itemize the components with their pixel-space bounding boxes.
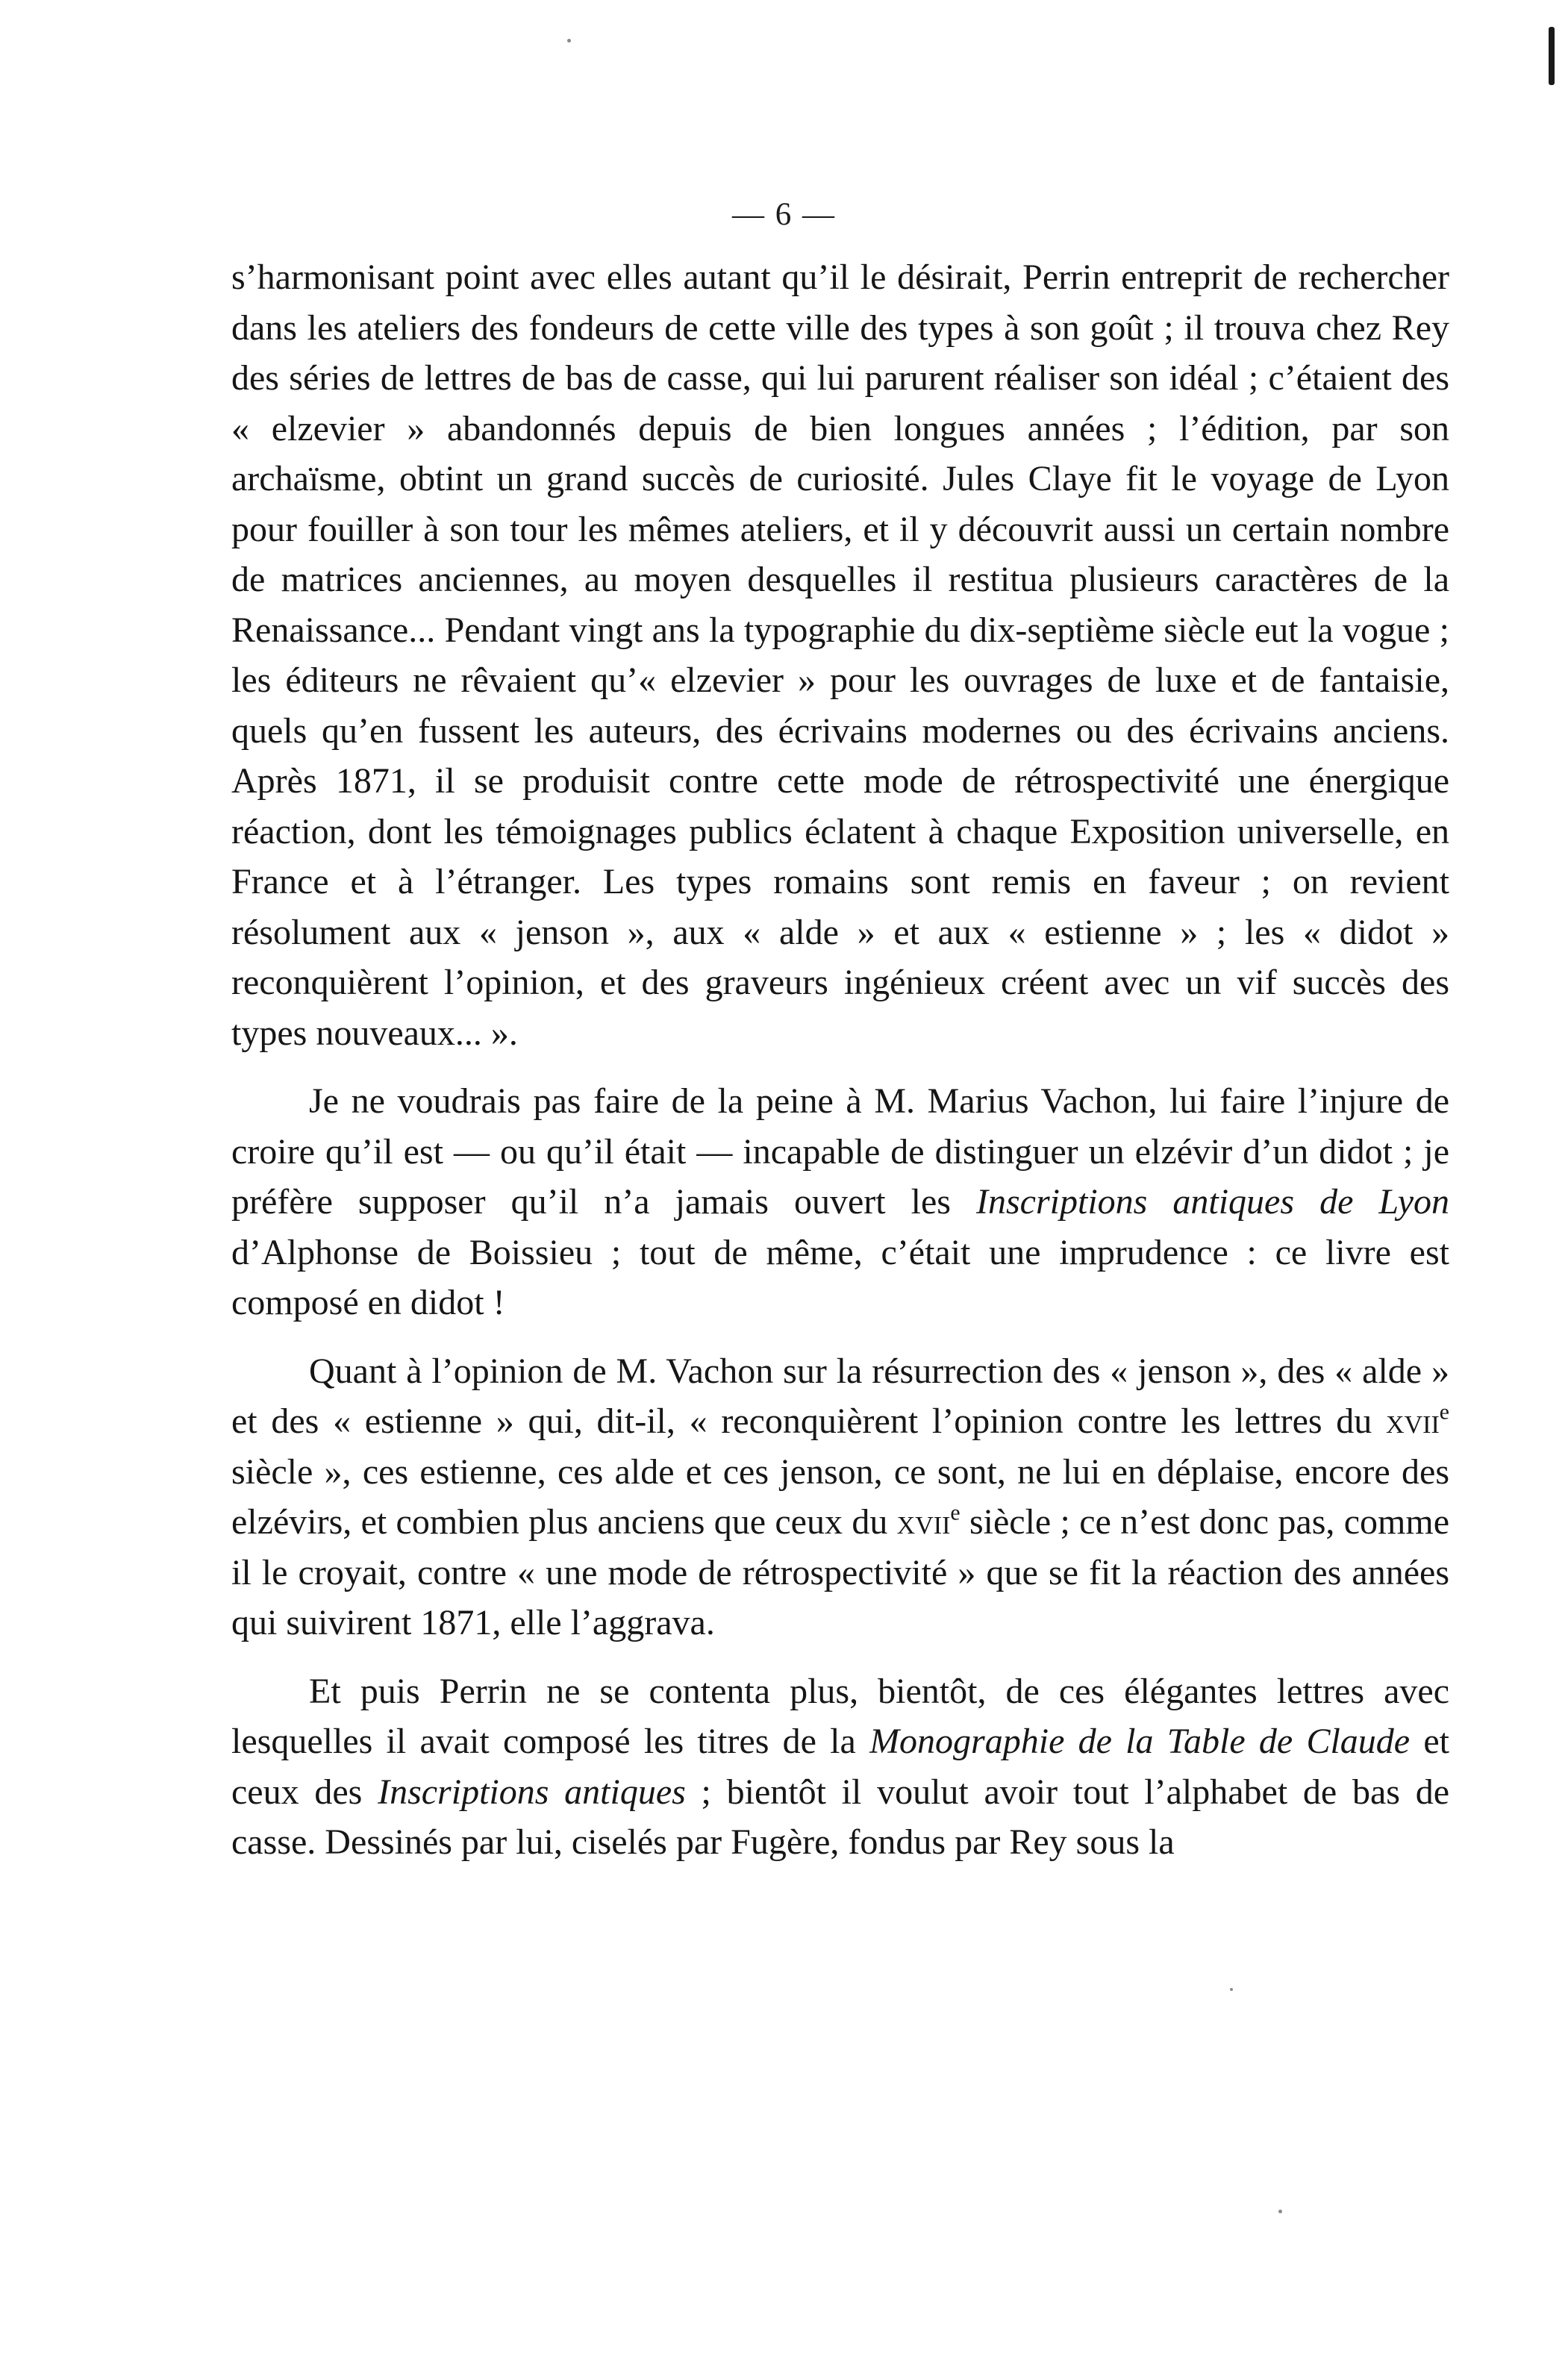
paragraph-3 bbox=[231, 1346, 1449, 1648]
paragraph-2-text-b: d’Alphonse de Boissieu ; tout de même, c’était une imprudence : ce livre est composé en didot ! bbox=[231, 1232, 1449, 1322]
book-title-inscriptions-lyon: Inscriptions antiques de Lyon bbox=[976, 1182, 1449, 1222]
paper-speck bbox=[567, 39, 571, 43]
page-number: — 6 — bbox=[732, 197, 836, 232]
paragraph-4 bbox=[231, 1666, 1449, 1868]
century-numeral: xvii bbox=[1386, 1401, 1440, 1441]
paragraph-4-text-b: et ceux des bbox=[231, 1722, 1450, 1812]
century-superscript: e bbox=[950, 1500, 961, 1525]
book-title-inscriptions: Inscriptions antiques bbox=[378, 1772, 686, 1812]
paragraph-4-text-a: Et puis Perrin ne se contenta plus, bientôt, de ces élégantes lettres avec lesquelles il avait composé les titres de la bbox=[231, 1671, 1449, 1761]
body-text bbox=[231, 252, 1449, 1886]
century-superscript: e bbox=[1439, 1399, 1449, 1425]
paragraph-3-text-c: siècle ; ce n’est donc pas, comme il le croyait, contre « une mode de rétrospectivité » que se fit la réaction des années qui suivirent 1871, elle l’aggrava. bbox=[231, 1502, 1449, 1642]
paragraph-4-text-c: ; bientôt il voulut avoir tout l’alphabet de bas de casse. Dessinés par lui, ciselés par Fugère, fondus par Rey sous la bbox=[231, 1772, 1449, 1862]
paragraph-3-text-a: Quant à l’opinion de M. Vachon sur la résurrection des « jenson », des « alde » et des « estienne » qui, dit-il, « reconquièrent l’opinion contre les lettres du bbox=[231, 1351, 1449, 1441]
paragraph-2-text-a: Je ne voudrais pas faire de la peine à M. Marius Vachon, lui faire l’injure de croire qu’il est — ou qu’il était — incapable de distinguer un elzévir d’un didot ; je préfère supposer qu’il n’a jamais ouvert les bbox=[231, 1081, 1449, 1222]
paragraph-2 bbox=[231, 1076, 1449, 1328]
paragraph-1: s’harmonisant point avec elles autant qu’il le désirait, Perrin entreprit de rechercher dans les ateliers des fondeurs de cette ville des types à son goût ; il trouva chez Rey des séries de lettres de bas de casse, qui lui parurent réaliser son idéal ; c’étaient des « elzevier » abandonnés depuis de bien longues années ; l’édition, par son archaïsme, obtint un grand succès de curiosité. Jules Claye fit le voyage de Lyon pour fouiller à son tour les mêmes ateliers, et il y découvrit aussi un certain nombre de matrices anciennes, au moyen desquelles il restitua plusieurs caractères de la Renaissance... Pendant vingt ans la typographie du dix-septième siècle eut la vogue ; les éditeurs ne rêvaient qu’« elzevier » pour les ouvrages de luxe et de fantaisie, quels qu’en fussent les auteurs, des écrivains modernes ou des écrivains anciens. Après 1871, il se produisit contre cette mode de rétrospectivité une énergique réaction, dont les témoignages publics éclatent à chaque Exposition universelle, en France et à l’étranger. Les types romains sont remis en faveur ; on revient résolument aux « jenson », aux « alde » et aux « estienne » ; les « didot » reconquièrent l’opinion, et des graveurs ingénieux créent avec un vif succès des types nouveaux... ». bbox=[231, 257, 1449, 1053]
paper-speck bbox=[1278, 2210, 1282, 2213]
century-numeral: xvii bbox=[896, 1502, 951, 1542]
paper-speck bbox=[1230, 1988, 1233, 1991]
paragraph-3-text-b: siècle », ces estienne, ces alde et ces jenson, ce sont, ne lui en déplaise, encore des elzévirs, et combien plus anciens que ceux du bbox=[231, 1451, 1449, 1542]
book-title-monographie: Monographie de la Table de Claude bbox=[869, 1722, 1411, 1761]
page-edge-mark bbox=[1549, 27, 1555, 85]
